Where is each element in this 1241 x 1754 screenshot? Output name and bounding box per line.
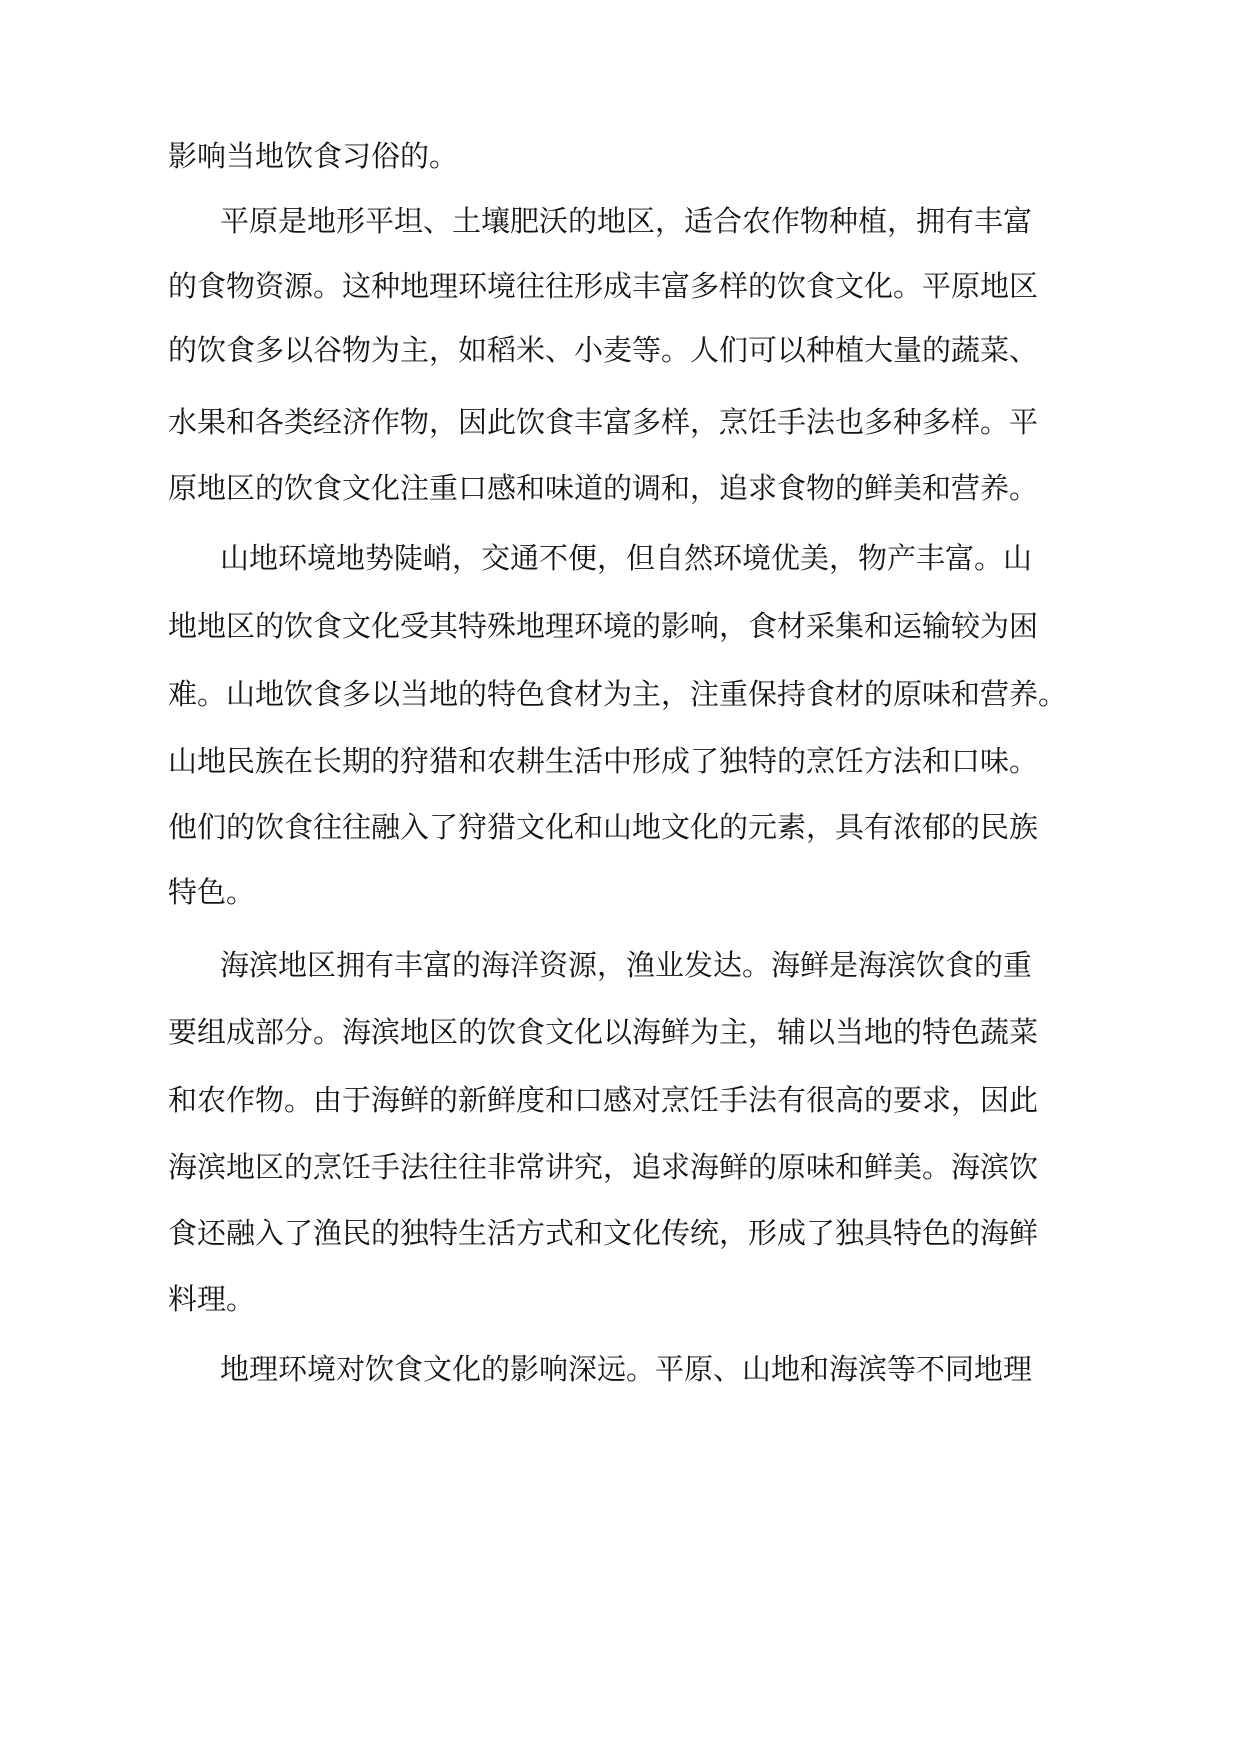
text-line (0, 731, 1241, 791)
text-line (0, 664, 1241, 724)
text-line-content: 难。山地饮食多以当地的特色食材为主，注重保持食材的原味和营养。 (168, 677, 1068, 711)
text-line-content: 海滨地区的烹饪手法往往非常讲究，追求海鲜的原味和鲜美。海滨饮 (168, 1150, 1039, 1184)
text-line (0, 1137, 1241, 1197)
text-line-content: 他们的饮食往往融入了狩猎文化和山地文化的元素，具有浓郁的民族 (168, 810, 1039, 844)
text-line-content: 山地民族在长期的狩猎和农耕生活中形成了独特的烹饪方法和口味。 (168, 744, 1039, 778)
text-line (0, 596, 1241, 656)
text-line-content: 特色。 (168, 875, 256, 909)
text-line-content: 海滨地区拥有丰富的海洋资源，渔业发达。海鲜是海滨饮食的重 (220, 948, 1033, 982)
text-line (0, 256, 1241, 316)
text-line-content: 山地环境地势陡峭，交通不便，但自然环境优美，物产丰富。山 (220, 541, 1033, 575)
text-line-content: 原地区的饮食文化注重口感和味道的调和，追求食物的鲜美和营养。 (168, 471, 1039, 505)
text-line (0, 458, 1241, 518)
text-line (0, 191, 1241, 251)
text-line (0, 392, 1241, 452)
text-line-content: 的饮食多以谷物为主，如稻米、小麦等。人们可以种植大量的蔬菜、 (168, 333, 1039, 367)
text-line (0, 1002, 1241, 1062)
text-line (0, 528, 1241, 588)
text-line-content: 影响当地饮食习俗的。 (168, 139, 459, 173)
text-line-content: 的食物资源。这种地理环境往往形成丰富多样的饮食文化。平原地区 (168, 269, 1039, 303)
text-line-content: 水果和各类经济作物，因此饮食丰富多样，烹饪手法也多种多样。平 (168, 405, 1039, 439)
text-line-content: 和农作物。由于海鲜的新鲜度和口感对烹饪手法有很高的要求，因此 (168, 1083, 1039, 1117)
text-line-content: 平原是地形平坦、土壤肥沃的地区，适合农作物种植，拥有丰富 (220, 204, 1033, 238)
text-line-content: 料理。 (168, 1282, 256, 1316)
text-line (0, 320, 1241, 380)
text-line (0, 1339, 1241, 1399)
text-line-content: 食还融入了渔民的独特生活方式和文化传统，形成了独具特色的海鲜 (168, 1216, 1039, 1250)
text-line (0, 797, 1241, 857)
text-line-content: 地地区的饮食文化受其特殊地理环境的影响，食材采集和运输较为困 (168, 609, 1039, 643)
text-line-content: 地理环境对饮食文化的影响深远。平原、山地和海滨等不同地理 (220, 1352, 1033, 1386)
text-line (0, 1203, 1241, 1263)
text-line-content: 要组成部分。海滨地区的饮食文化以海鲜为主，辅以当地的特色蔬菜 (168, 1015, 1039, 1049)
text-line (0, 1070, 1241, 1130)
text-line (0, 935, 1241, 995)
text-line (0, 1269, 1241, 1329)
text-line (0, 126, 1241, 186)
text-line (0, 862, 1241, 922)
